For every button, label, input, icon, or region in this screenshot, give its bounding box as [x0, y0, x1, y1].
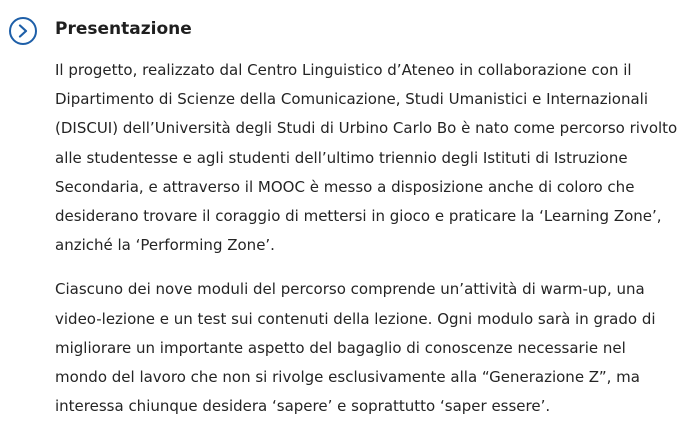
text-line: Dipartimento di Scienze della Comunicazione, Studi Umanistici e Internazionali [55, 90, 648, 109]
text-line: mondo del lavoro che non si rivolge esclusivamente alla “Generazione Z”, ma [55, 368, 640, 387]
text-line: Secondaria, e attraverso il MOOC è messo a disposizione anche di coloro che [55, 177, 635, 196]
paragraph-intro [55, 56, 689, 260]
text-line: desiderano trovare il coraggio di mettersi in gioco e praticare la ‘Learning Zone’, [55, 207, 662, 226]
expand-toggle-button[interactable] [9, 17, 37, 45]
section-body [55, 56, 689, 421]
paragraph-modules [55, 275, 689, 421]
text-line: Ciascuno dei nove moduli del percorso comprende un’attività di warm-up, una [55, 280, 645, 299]
text-line: interessa chiunque desidera ‘sapere’ e soprattutto ‘saper essere’. [55, 397, 551, 416]
text-line: (DISCUI) dell’Università degli Studi di Urbino Carlo Bo è nato come percorso rivolto [55, 119, 678, 138]
text-line: migliorare un importante aspetto del bagaglio di conoscenze necessarie nel [55, 338, 626, 357]
text-line: anziché la ‘Performing Zone’. [55, 236, 275, 255]
text-line: Il progetto, realizzato dal Centro Linguistico d’Ateneo in collaborazione con il [55, 61, 632, 79]
chevron-right-icon [17, 24, 29, 38]
section-title: Presentazione [55, 19, 192, 39]
text-line: video-lezione e un test sui contenuti della lezione. Ogni modulo sarà in grado di [55, 309, 656, 328]
text-line: alle studentesse e agli studenti dell’ultimo triennio degli Istituti di Istruzione [55, 148, 628, 167]
